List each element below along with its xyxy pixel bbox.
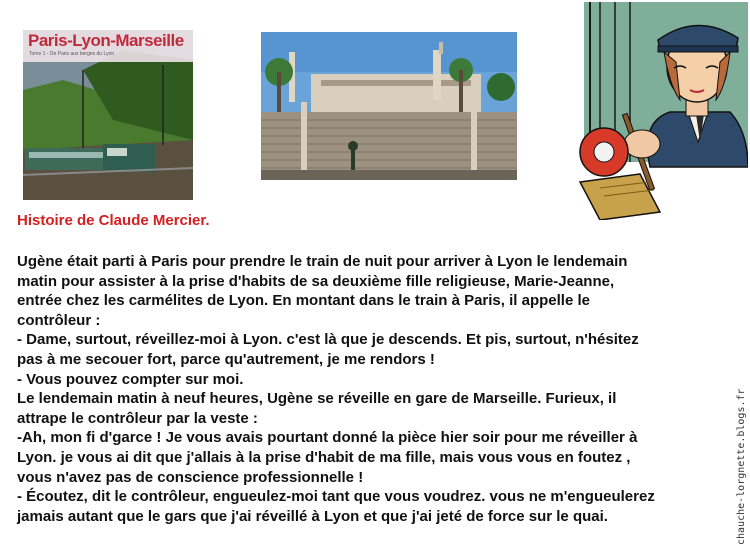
story-line: jamais autant que le gars que j'ai réveillé à Lyon et que j'ai jeté de force sur le quai. xyxy=(17,507,608,525)
book-cover-image xyxy=(23,30,193,200)
story-line: Le lendemain matin à neuf heures, Ugène se réveille en gare de Marseille. Furieux, il xyxy=(17,390,617,408)
story-line: - Écoutez, dit le contrôleur, engueulez-moi tant que vous voudrez. vous ne m'engueulerez xyxy=(17,488,655,506)
story-line: entrée chez les carmélites de Lyon. En montant dans le train à Paris, il appelle le xyxy=(17,292,590,310)
book-subtitle: Tome 1 - De Paris aux berges du Lyon xyxy=(29,51,115,57)
conductor-illustration xyxy=(570,2,748,220)
story-text xyxy=(17,252,729,526)
story-line: -Ah, mon fi d'garce ! Je vous avais pourtant donné la pièce hier soir pour me réveiller à xyxy=(17,429,638,447)
story-line: pas à me secouer fort, parce qu'autrement, je me rendors ! xyxy=(17,350,435,368)
story-line: vous n'avez pas de conscience professionnelle ! xyxy=(17,468,364,486)
station-photo xyxy=(261,32,517,180)
story-line: Ugène était parti à Paris pour prendre le train de nuit pour arriver à Lyon le lendemain xyxy=(17,253,628,270)
story-line: - Dame, surtout, réveillez-moi à Lyon. c'est là que je descends. Et pis, surtout, n'hésitez xyxy=(17,331,639,349)
story-line: contrôleur : xyxy=(17,311,101,329)
book-title: Paris-Lyon-Marseille xyxy=(28,31,184,50)
story-title: Histoire de Claude Mercier. xyxy=(17,212,210,229)
story-line: matin pour assister à la prise d'habits de sa deuxième fille religieuse, Marie-Jeanne, xyxy=(17,272,615,290)
story-line: Lyon. je vous ai dit que j'allais à la prise d'habit de ma fille, mais vous vous en foutez , xyxy=(17,448,631,466)
story-line: - Vous pouvez compter sur moi. xyxy=(17,370,244,388)
blog-watermark: chauche-lorgnette.blogs.fr xyxy=(736,388,747,545)
story-line: attrape le contrôleur par la veste : xyxy=(17,409,258,427)
